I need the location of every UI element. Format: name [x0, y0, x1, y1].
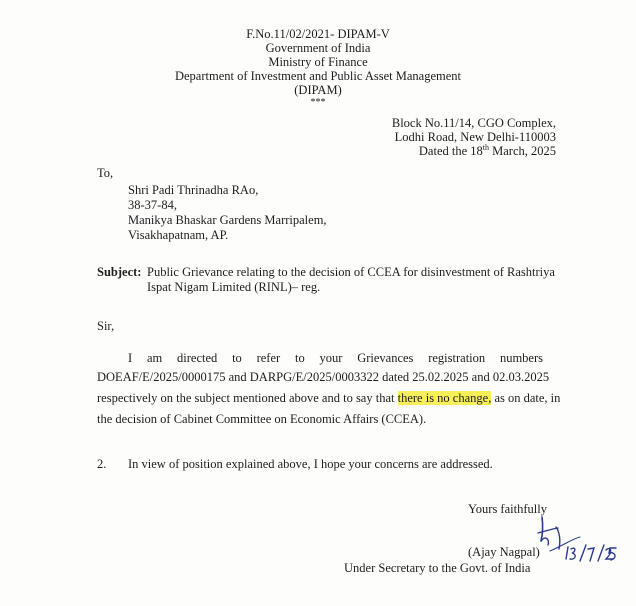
- recipient-address-line2: Manikya Bhaskar Gardens Marripalem,: [128, 213, 327, 227]
- para1-line3-post: as on date, in: [491, 391, 561, 405]
- para2-text: In view of position explained above, I hope your concerns are addressed.: [128, 457, 493, 471]
- salutation: Sir,: [97, 319, 115, 333]
- signer-name: (Ajay Nagpal): [468, 545, 540, 559]
- subject-line2: Ispat Nigam Limited (RINL)– reg.: [147, 280, 321, 294]
- separator-stars: ***: [310, 97, 326, 108]
- to-label: To,: [97, 166, 114, 180]
- para1-line2: DOEAF/E/2025/0000175 and DARPG/E/2025/0003322 dated 25.02.2025 and 02.03.2025: [97, 370, 550, 384]
- file-number: F.No.11/02/2021- DIPAM-V: [246, 27, 390, 41]
- subject-line1: Public Grievance relating to the decision of CCEA for disinvestment of Rashtriya: [147, 265, 555, 279]
- para2-number: 2.: [97, 457, 107, 471]
- date-sup: th: [482, 142, 489, 152]
- subject-label: Subject:: [97, 265, 142, 279]
- ministry-line: Ministry of Finance: [268, 55, 368, 69]
- highlighted-phrase: there is no change,: [397, 391, 492, 405]
- department-abbr: (DIPAM): [294, 83, 342, 97]
- government-line: Government of India: [265, 41, 371, 55]
- para1-line3: [97, 391, 561, 405]
- date-suffix: March, 2025: [489, 144, 556, 158]
- yours-faithfully: Yours faithfully: [468, 502, 547, 516]
- para1-line4: the decision of Cabinet Committee on Economic Affairs (CCEA).: [97, 412, 427, 426]
- office-address-line2: Lodhi Road, New Delhi-110003: [394, 130, 556, 144]
- recipient-address-line1: 38-37-84,: [128, 198, 177, 212]
- para1-line1: I am directed to refer to your Grievances registration numbers: [128, 351, 543, 365]
- recipient-address-line3: Visakhapatnam, AP.: [128, 228, 229, 242]
- para1-line3-pre: respectively on the subject mentioned above and to say that: [97, 391, 398, 405]
- handwritten-date: [566, 545, 616, 561]
- office-address-line1: Block No.11/14, CGO Complex,: [391, 116, 556, 130]
- date-prefix: Dated the 18: [418, 144, 483, 158]
- signer-designation: Under Secretary to the Govt. of India: [344, 561, 531, 575]
- recipient-name: Shri Padi Thrinadha RAo,: [128, 183, 259, 197]
- department-line: Department of Investment and Public Asset Management: [174, 69, 462, 83]
- letter-date: [419, 144, 556, 158]
